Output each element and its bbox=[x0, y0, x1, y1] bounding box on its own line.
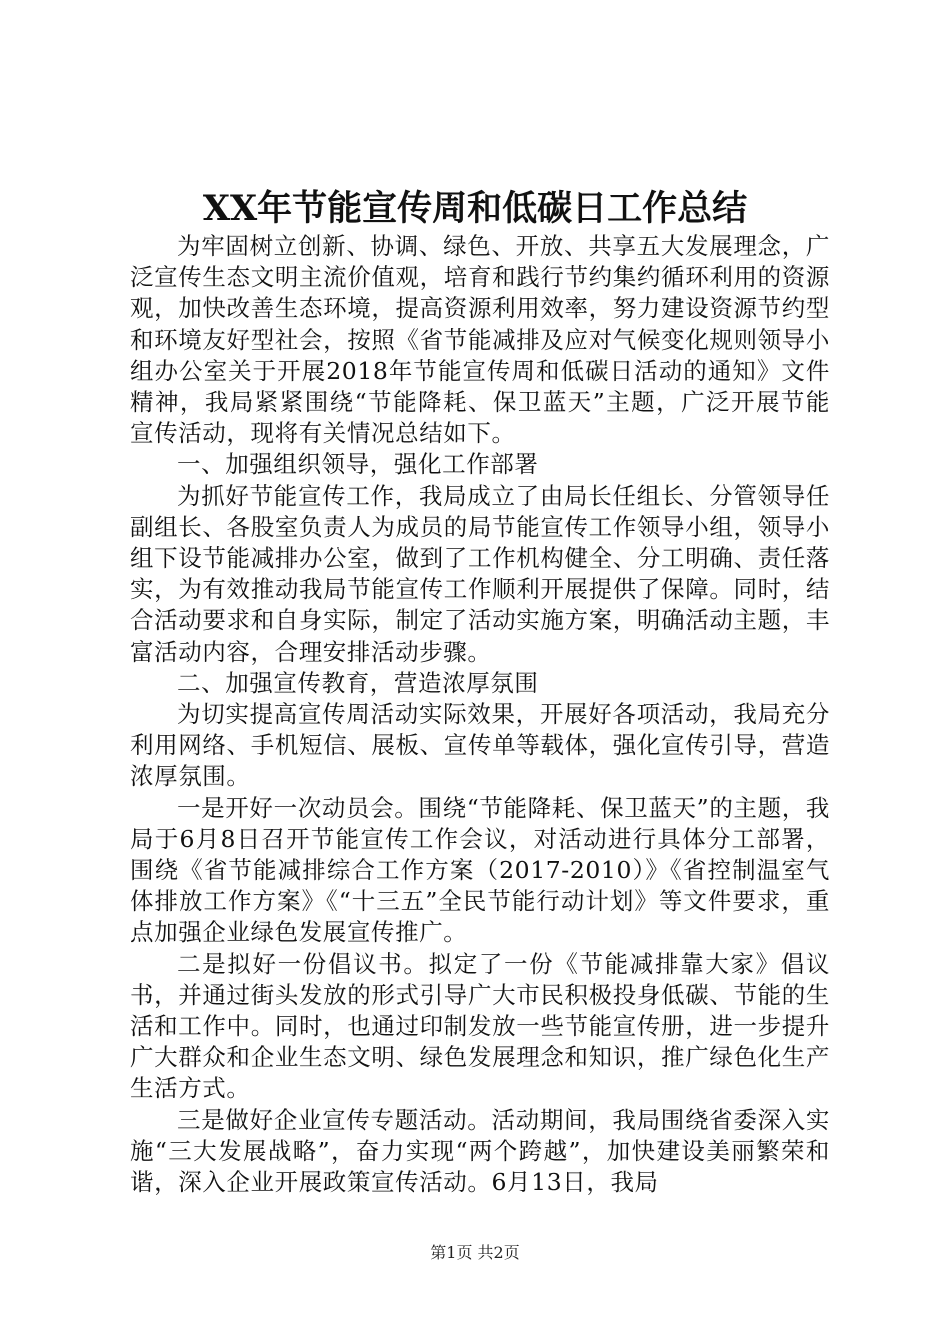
paragraph-item-3: 三是做好企业宣传专题活动。活动期间，我局围绕省委深入实施“三大发展战略”，奋力实现“两个跨越”，加快建设美丽繁荣和谐，深入企业开展政策宣传活动。6月13日，我局 bbox=[130, 1105, 830, 1197]
section-heading-1: 一、加强组织领导，强化工作部署 bbox=[177, 450, 539, 479]
document-body bbox=[130, 231, 830, 1198]
paragraph-intro: 为牢固树立创新、协调、绿色、开放、共享五大发展理念，广泛宣传生态文明主流价值观，培育和践行节约集约循环利用的资源观，加快改善生态环境，提高资源利用效率，努力建设资源节约型和环境友好型社会，按照《省节能减排及应对气候变化规则领导小组办公室关于开展2018年节能宣传周和低碳日活动的通知》文件精神，我局紧紧围绕“节能降耗、保卫蓝天”主题，广泛开展节能宣传活动，现将有关情况总结如下。 bbox=[130, 232, 830, 448]
document-title: XX年节能宣传周和低碳日工作总结 bbox=[202, 188, 748, 229]
paragraph-item-2: 二是拟好一份倡议书。拟定了一份《节能减排靠大家》倡议书，并通过街头发放的形式引导广大市民积极投身低碳、节能的生活和工作中。同时，也通过印制发放一些节能宣传册，进一步提升广大群众和企业生态文明、绿色发展理念和知识，推广绿色化生产生活方式。 bbox=[130, 949, 830, 1103]
page-footer: 第1页 共2页 bbox=[430, 1243, 520, 1262]
paragraph-item-1: 一是开好一次动员会。围绕“节能降耗、保卫蓝天”的主题，我局于6月8日召开节能宣传工作会议，对活动进行具体分工部署，围绕《省节能减排综合工作方案（2017-2010）》《省控制温室气体排放工作方案》《“十三五”全民节能行动计划》等文件要求，重点加强企业绿色发展宣传推广。 bbox=[130, 793, 830, 947]
paragraph-organization: 为抓好节能宣传工作，我局成立了由局长任组长、分管领导任副组长、各股室负责人为成员的局节能宣传工作领导小组，领导小组下设节能减排办公室，做到了工作机构健全、分工明确、责任落实，为有效推动我局节能宣传工作顺利开展提供了保障。同时，结合活动要求和自身实际，制定了活动实施方案，明确活动主题，丰富活动内容，合理安排活动步骤。 bbox=[130, 481, 830, 666]
section-heading-2: 二、加强宣传教育，营造浓厚氛围 bbox=[177, 668, 539, 697]
paragraph-publicity: 为切实提高宣传周活动实际效果，开展好各项活动，我局充分利用网络、手机短信、展板、宣传单等载体，强化宣传引导，营造浓厚氛围。 bbox=[130, 700, 830, 791]
